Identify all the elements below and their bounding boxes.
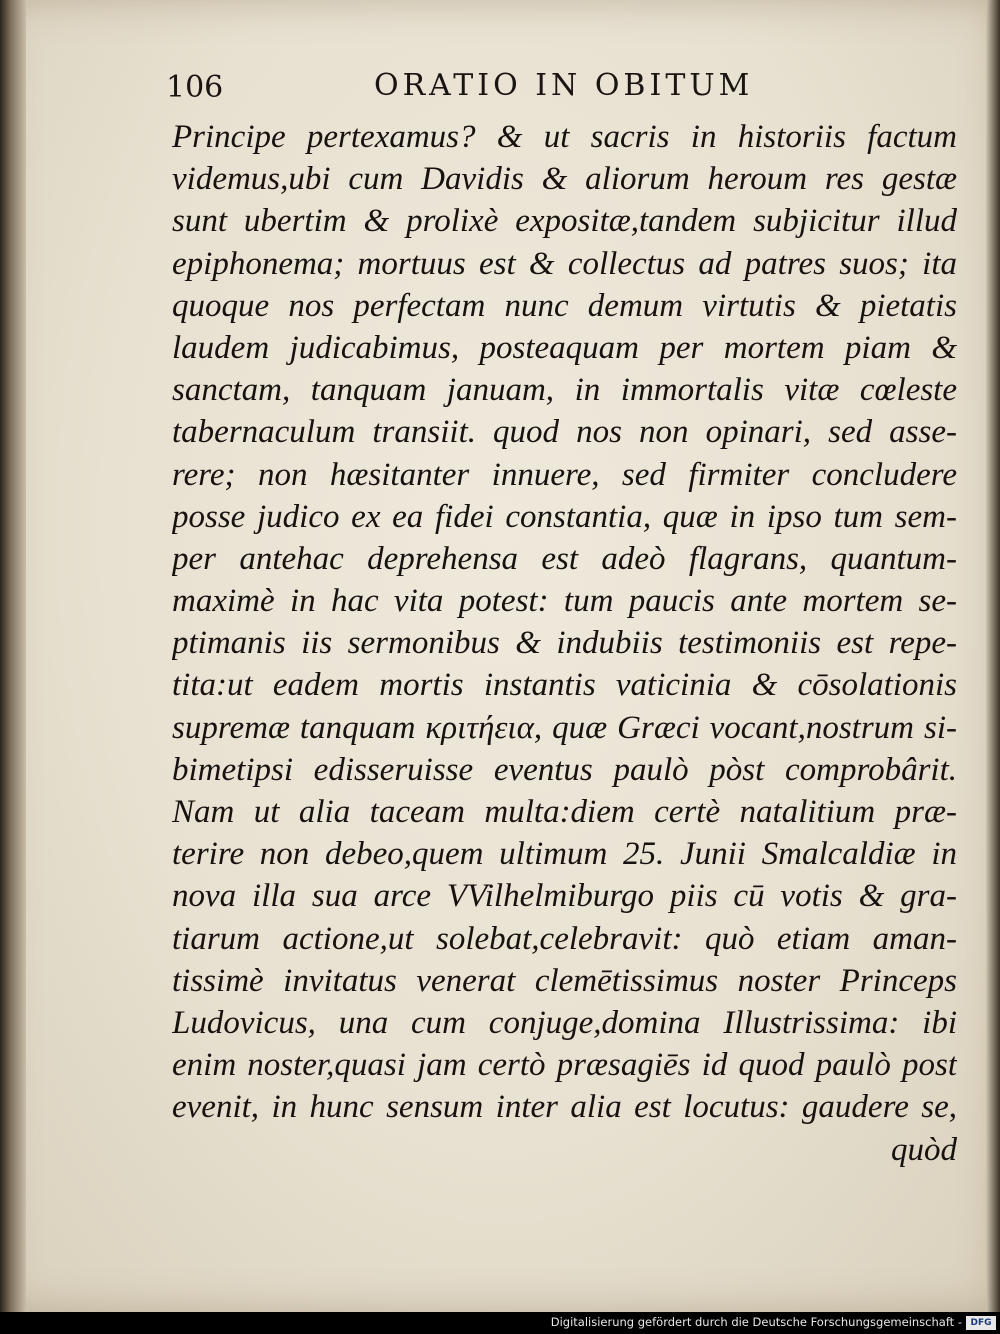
text-line: sunt ubertim & prolixè expositæ,tandem subjicitur illud [172,203,957,240]
text-line: nova illa sua arce VVilhelmiburgo piis cū votis & gra- [172,878,957,915]
footer-bar [0,1312,1000,1334]
text-line: maximè in hac vita potest: tum paucis ante mortem se- [172,583,957,620]
text-line: ptimanis iis sermonibus & indubiis testimoniis est repe- [172,625,957,662]
text-line: Ludovicus, una cum conjuge,domina Illustrissima: ibi [172,1004,957,1041]
text-line: rere; non hæsitanter innuere, sed firmiter concludere [172,456,957,493]
text-line: supremæ tanquam κριτήεια, quæ Græci vocant,nostrum si- [172,709,957,746]
dfg-logo-icon: DFG [966,1316,996,1330]
text-line: tita:ut eadem mortis instantis vaticinia & cōsolationis [172,667,957,704]
running-head: ORATIO IN OBITUM [374,68,754,103]
text-line: sanctam, tanquam januam, in immortalis vitæ cœleste [172,372,957,409]
body-text [172,116,957,1171]
page-header [164,68,964,108]
text-line: Principe pertexamus? & ut sacris in historiis factum [172,119,957,155]
page-right-edge [986,0,1000,1312]
text-line: epiphonema; mortuus est & collectus ad patres suos; ita [172,245,957,282]
catchword: quòd [891,1131,957,1168]
funding-note: Digitalisierung gefördert durch die Deutsche Forschungsgemeinschaft - [550,1315,962,1329]
text-line: per antehac deprehensa est adeò flagrans, quantum- [172,540,957,577]
text-line: terire non debeo,quem ultimum 25. Junii Smalcaldiæ in [172,836,957,873]
page-binding-edge [0,0,26,1312]
text-line: quoque nos perfectam nunc demum virtutis & pietatis [172,287,957,324]
text-line: Nam ut alia taceam multa:diem certè natalitium præ- [172,794,957,830]
text-line: bimetipsi edisseruisse eventus paulò pòst comprobârit. [172,751,957,788]
text-line: tissimè invitatus venerat clemētissimus noster Princeps [172,962,957,999]
text-line: tabernaculum transiit. quod nos non opinari, sed asse- [172,414,957,451]
page-number: 106 [166,70,224,105]
text-line: laudem judicabimus, posteaquam per mortem piam & [172,329,957,366]
text-line: enim noster,quasi jam certò præsagiēs id quod paulò post [172,1047,957,1084]
text-line: evenit, in hunc sensum inter alia est locutus: gaudere se, [172,1089,957,1126]
text-line: tiarum actione,ut solebat,celebravit: quò etiam aman- [172,920,957,957]
text-line: posse judico ex ea fidei constantia, quæ in ipso tum sem- [172,498,957,535]
text-line: videmus,ubi cum Davidis & aliorum heroum res gestæ [172,161,957,198]
